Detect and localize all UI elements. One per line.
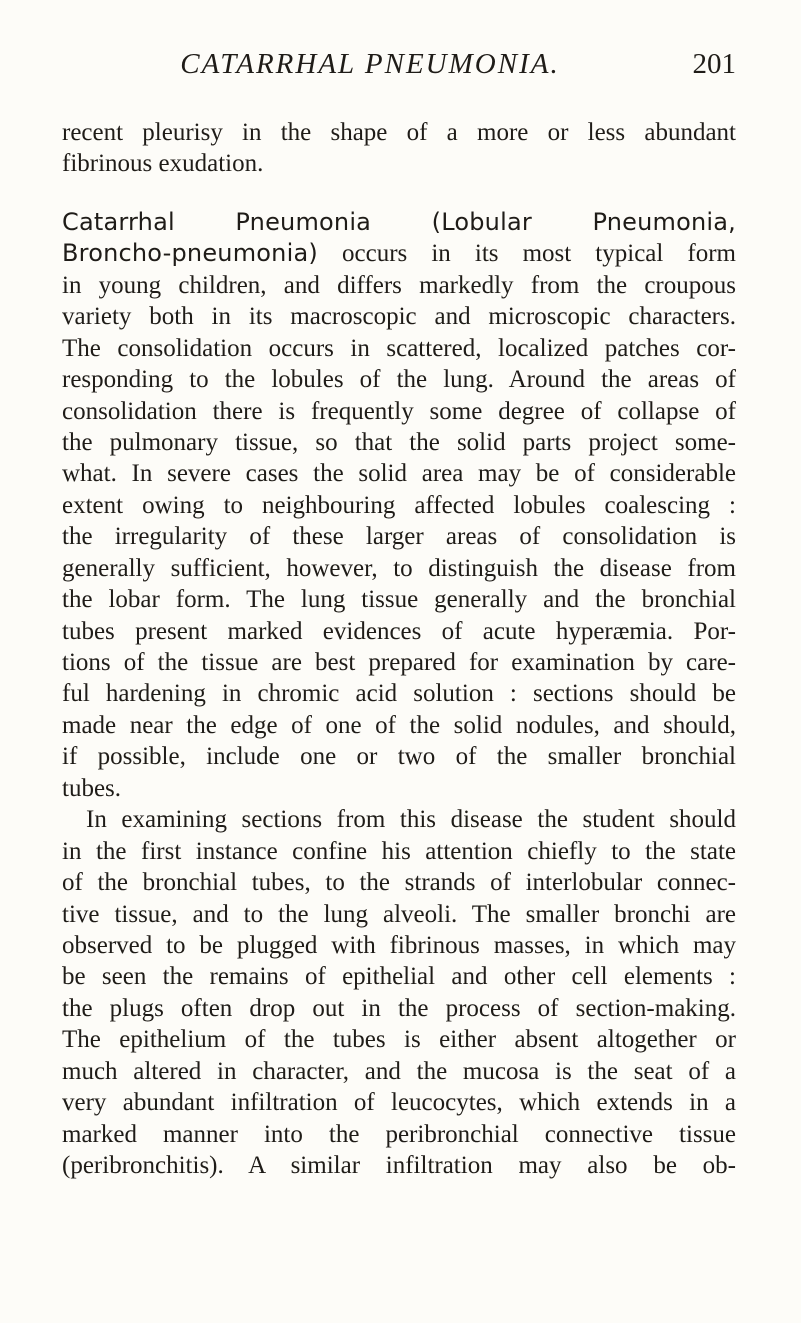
text-line: In examining sections from this disease the student should	[86, 806, 736, 834]
paragraph-examining-sections	[62, 804, 736, 1181]
paragraph-catarrhal-pneumonia	[62, 207, 736, 804]
text-line: if possible, include one or two of the smaller bronchial	[62, 743, 736, 771]
text-line: fibrinous exudation.	[62, 150, 264, 178]
section-heading-line: Catarrhal Pneumonia (Lobular Pneumonia,	[62, 207, 736, 236]
text-line: The consolidation occurs in scattered, localized patches cor-	[62, 334, 736, 362]
section-heading-continued: Broncho-pneumonia)	[62, 239, 318, 268]
text-line: tive tissue, and to the lung alveoli. The smaller bronchi are	[62, 900, 736, 928]
text-run: occurs in its most typical form	[342, 240, 737, 268]
text-line: extent owing to neighbouring affected lobules coalescing :	[62, 491, 736, 519]
text-line: made near the edge of one of the solid nodules, and should,	[62, 711, 736, 739]
text-line: the lobar form. The lung tissue generally and the bronchial	[62, 586, 736, 614]
text-line: very abundant infiltration of leucocytes, which extends in a	[62, 1089, 736, 1117]
text-line: (peribronchitis). A similar infiltration may also be ob-	[62, 1152, 736, 1179]
text-line: ful hardening in chromic acid solution : sections should be	[62, 680, 736, 708]
text-line: be seen the remains of epithelial and other cell elements :	[62, 963, 736, 991]
text-line: responding to the lobules of the lung. Around the areas of	[62, 366, 736, 394]
text-line: in young children, and differs markedly from the croupous	[62, 271, 736, 299]
text-line: The epithelium of the tubes is either absent altogether or	[62, 1026, 736, 1054]
text-line: tubes.	[62, 774, 122, 802]
text-line: much altered in character, and the mucosa is the seat of a	[62, 1057, 736, 1085]
paragraph-continuation	[62, 117, 736, 180]
text-line: the irregularity of these larger areas of consolidation is	[62, 523, 736, 551]
text-line: recent pleurisy in the shape of a more or less abundant	[62, 119, 736, 146]
body-text	[62, 117, 736, 1181]
text-line: marked manner into the peribronchial connective tissue	[62, 1120, 736, 1148]
text-line: of the bronchial tubes, to the strands of interlobular connec-	[62, 869, 736, 897]
text-line: tubes present marked evidences of acute hyperæmia. Por-	[62, 617, 736, 645]
text-line: in the first instance confine his attention chiefly to the state	[62, 837, 736, 865]
text-line: variety both in its macroscopic and microscopic characters.	[62, 303, 736, 331]
text-line: observed to be plugged with fibrinous masses, in which may	[62, 931, 736, 959]
text-line: the plugs often drop out in the process of section-making.	[62, 994, 736, 1022]
page-header	[0, 48, 801, 88]
text-line: generally sufficient, however, to distinguish the disease from	[62, 554, 736, 582]
page-number: 201	[692, 48, 736, 80]
text-line: tions of the tissue are best prepared for examination by care-	[62, 649, 736, 676]
running-title: CATARRHAL PNEUMONIA.	[180, 48, 560, 80]
text-line: what. In severe cases the solid area may be of considerable	[62, 460, 736, 488]
paragraph-gap	[62, 180, 736, 207]
text-line: the pulmonary tissue, so that the solid parts project some-	[62, 428, 736, 456]
text-line	[62, 238, 736, 269]
text-line: consolidation there is frequently some degree of collapse of	[62, 397, 736, 425]
